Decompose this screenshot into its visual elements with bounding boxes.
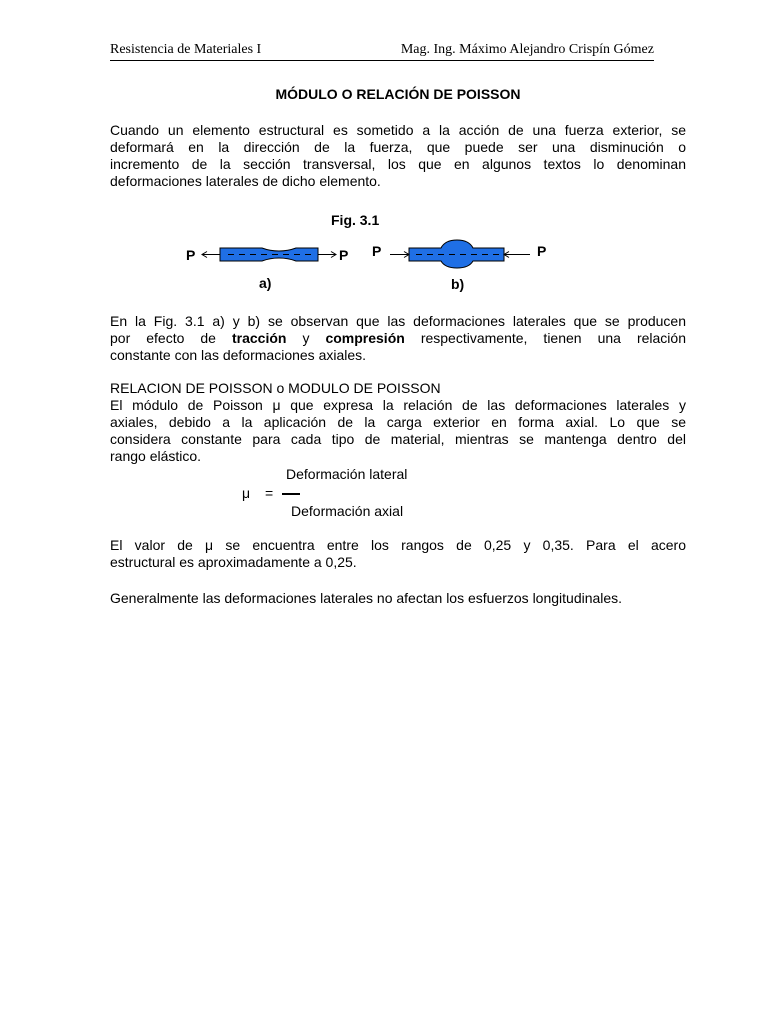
figure-3-1	[0, 0, 768, 300]
formula-denominator: Deformación axial	[291, 503, 404, 519]
load-label-right-a: P	[339, 247, 349, 263]
intro-line: Cuando un elemento estructural es sometido a la acción de una fuerza exterior, se	[110, 122, 686, 138]
figure-title: Fig. 3.1	[331, 212, 380, 228]
formula-equals: =	[265, 485, 274, 501]
page-title: MÓDULO O RELACIÓN DE POISSON	[275, 86, 521, 102]
header-course: Resistencia de Materiales I	[110, 42, 262, 57]
section-line: axiales, debido a la aplicación de la carga exterior en forma axial. Lo que se	[110, 414, 686, 430]
poisson-section	[110, 380, 686, 465]
header-author: Mag. Ing. Máximo Alejandro Crispín Gómez	[400, 42, 654, 57]
text-run: y	[286, 330, 326, 346]
intro-line: deformará en la dirección de la fuerza, que puede ser una disminución o	[110, 139, 686, 155]
term-traccion: tracción	[231, 330, 287, 346]
section-line: rango elástico.	[110, 448, 202, 464]
figure-paragraph-line: constante con las deformaciones axiales.	[110, 347, 367, 363]
section-line: El módulo de Poisson μ que expresa la relación de las deformaciones laterales y	[110, 397, 686, 413]
fraction-bar	[282, 493, 300, 495]
text-run: respectivamente, tienen una relación	[404, 330, 686, 346]
closing-line: Generalmente las deformaciones laterales no afectan los esfuerzos longitudinales.	[110, 590, 623, 606]
load-label-right-b: P	[537, 243, 547, 259]
text-run: por efecto de	[110, 330, 232, 346]
section-line: considera constante para cada tipo de material, mientras se mantenga dentro del	[110, 431, 686, 447]
load-label-left-b: P	[372, 243, 382, 259]
label-a: a)	[259, 275, 272, 291]
value-line: El valor de μ se encuentra entre los rangos de 0,25 y 0,35. Para el acero	[110, 537, 686, 553]
value-line: estructural es aproximadamente a 0,25.	[110, 554, 357, 570]
figure-paragraph	[110, 313, 686, 364]
term-compresion: compresión	[325, 330, 405, 346]
value-paragraph	[110, 537, 686, 571]
formula-symbol: μ	[242, 485, 251, 501]
intro-line: deformaciones laterales de dicho elemento.	[110, 173, 381, 189]
figure-paragraph-line	[110, 330, 686, 347]
compression-bar	[409, 240, 504, 268]
intro-line: incremento de la sección transversal, los que en algunos textos lo denominan	[110, 156, 686, 172]
label-b: b)	[451, 276, 465, 292]
closing-paragraph	[110, 590, 686, 607]
figure-drawing	[0, 0, 768, 300]
section-heading: RELACION DE POISSON o MODULO DE POISSON	[110, 380, 441, 396]
tension-bar	[220, 248, 318, 261]
load-label-left-a: P	[186, 247, 196, 263]
figure-paragraph-line: En la Fig. 3.1 a) y b) se observan que las deformaciones laterales que se producen	[110, 313, 686, 329]
formula-numerator: Deformación lateral	[286, 466, 408, 482]
